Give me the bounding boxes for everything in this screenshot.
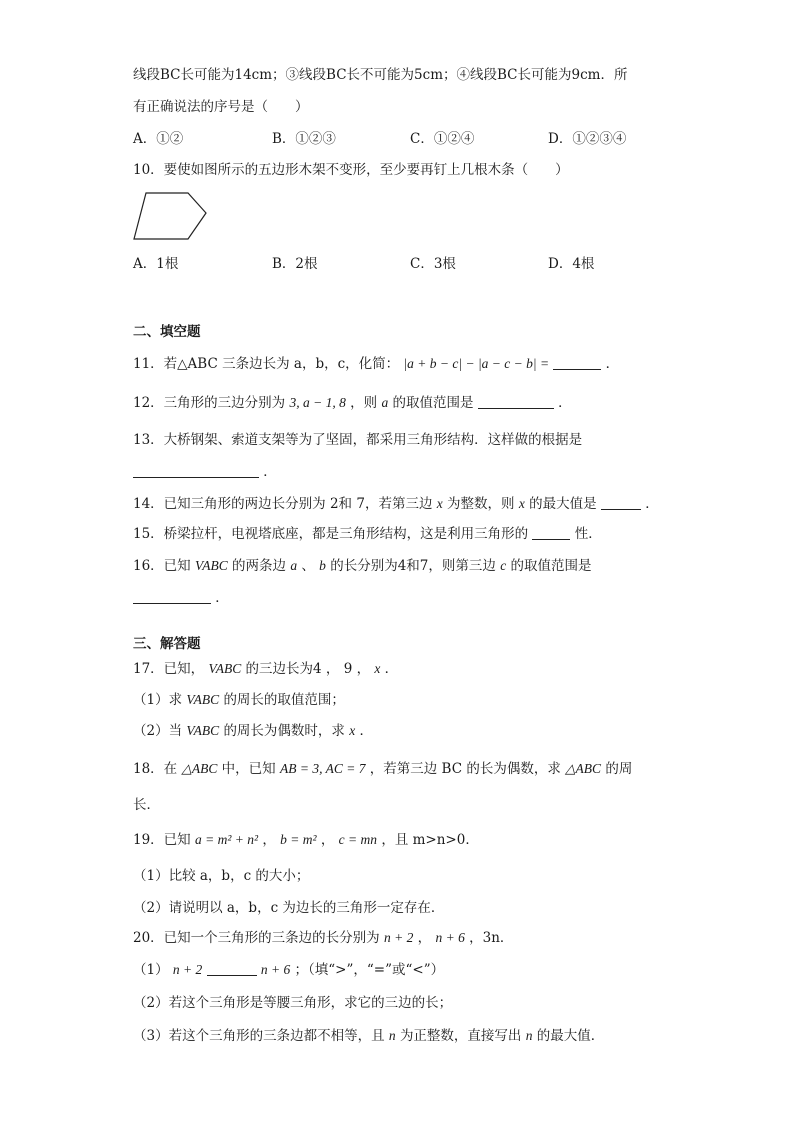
q15 <box>133 525 602 543</box>
q17-p1-prefix: （1）求 <box>133 692 183 708</box>
q17-stem-prefix: 17．已知， <box>133 661 205 677</box>
q20-p3-a: （3）若这个三角形的三条边都不相等，且 <box>133 1028 385 1044</box>
q18-triangle2: △ABC <box>565 761 602 776</box>
q10-stem: 10．要使如图所示的五边形木架不变形，至少要再钉上几根木条（ ） <box>133 162 569 178</box>
q20-e3: ，3n． <box>469 930 514 946</box>
q18-mid1: 中，已知 <box>221 761 276 777</box>
q18-line1 <box>133 760 632 778</box>
q13-end: ． <box>263 464 277 480</box>
q14-suffix: 的最大值是 <box>529 496 597 512</box>
q20-p3-n2: n <box>525 1028 533 1043</box>
pentagon-figure <box>130 190 210 244</box>
section-fill-in-heading: 二、填空题 <box>133 324 201 340</box>
section-answer-heading: 三、解答题 <box>133 636 201 652</box>
q12-suffix: 的取值范围是 <box>392 395 474 411</box>
q11-answer-blank[interactable] <box>553 355 601 370</box>
q11-suffix: ． <box>605 356 620 372</box>
q16-a: a <box>290 558 298 573</box>
q13-line1: 13．大桥钢架、索道支架等为了坚固，都采用三角形结构．这样做的根据是 <box>133 432 583 448</box>
q12-var: a <box>381 395 389 410</box>
q11 <box>133 355 619 373</box>
q15-suffix: 性． <box>574 526 602 542</box>
q19-sep1: ， <box>262 832 276 848</box>
q20-prefix: 20．已知一个三角形的三条边的长分别为 <box>133 930 380 946</box>
q16-prefix: 16．已知 <box>133 558 191 574</box>
q18-prefix: 18．在 <box>133 761 178 777</box>
q12-answer-blank[interactable] <box>478 394 554 409</box>
q16-triangle: VABC <box>194 558 228 573</box>
q17-p1-suffix: 的周长的取值范围； <box>223 692 345 708</box>
q16-b: b <box>319 558 326 573</box>
q12-mid: ，则 <box>350 395 378 411</box>
q20-e1: n + 2 <box>383 930 414 945</box>
q9-option-b[interactable]: B．①②③ <box>272 131 336 147</box>
q18-expression: AB = 3, AC = 7 <box>279 761 366 776</box>
q16-answer-blank[interactable] <box>133 589 211 604</box>
q18-mid2: ，若第三边 BC 的长为偶数，求 <box>369 761 561 777</box>
q13-line2 <box>133 463 277 481</box>
q14-mid: 为整数，则 <box>447 496 515 512</box>
q10-option-a[interactable]: A．1根 <box>133 256 179 272</box>
q12 <box>133 394 572 412</box>
q19-expr2: b = m² <box>280 832 317 847</box>
q20-p1-left: n + 2 <box>172 962 203 977</box>
q19-part1: （1）比较 a，b，c 的大小； <box>133 868 310 884</box>
q14-var1: x <box>436 496 443 511</box>
q20-part3 <box>133 1027 604 1045</box>
q17-stem-suffix: 的三边长为4 ， 9 ， <box>245 661 375 677</box>
q16-c: c <box>500 558 507 573</box>
q14-var2: x <box>518 496 525 511</box>
q17-p2-prefix: （2）当 <box>133 723 183 739</box>
q20-part1 <box>133 961 444 979</box>
q16 <box>133 557 592 575</box>
q19-prefix: 19．已知 <box>133 832 191 848</box>
q15-answer-blank[interactable] <box>532 525 570 540</box>
q11-expression: |a + b − c| − |a − c − b| = <box>403 356 550 371</box>
q19-part2: （2）请说明以 a，b，c 为边长的三角形一定存在． <box>133 900 445 916</box>
q20-stem <box>133 929 513 947</box>
q12-expression: 3, a − 1, 8 <box>289 395 346 410</box>
q17-p2-triangle: VABC <box>186 723 220 738</box>
q17-p2-x: x <box>349 723 356 738</box>
q18-suffix: 的周 <box>605 761 633 777</box>
q16-suffix: 的取值范围是 <box>510 558 592 574</box>
q19-sep2: ， <box>320 832 335 848</box>
q18-line2: 长． <box>133 797 160 813</box>
q20-p3-c: 的最大值． <box>536 1028 605 1044</box>
q14-answer-blank[interactable] <box>601 495 641 510</box>
q11-prefix: 11．若△ABC 三条边长为 a，b，c，化简： <box>133 356 400 372</box>
q20-part2: （2）若这个三角形是等腰三角形，求它的三边的长； <box>133 995 453 1011</box>
q20-p3-b: 为正整数，直接写出 <box>399 1028 522 1044</box>
q17-x: x <box>374 661 381 676</box>
q10-option-c[interactable]: C．3根 <box>410 256 456 272</box>
q16-end: ． <box>215 590 229 606</box>
q20-p1-label: （1） <box>133 962 169 978</box>
q20-p1-right: n + 6 <box>260 962 291 977</box>
q16-mid1: 的两条边 <box>232 558 287 574</box>
q16-mid2: 、 <box>301 558 315 574</box>
q17-p2-mid: 的周长为偶数时，求 <box>223 723 345 739</box>
q20-p1-hint: ；（填“>”，“=”或“<”） <box>294 962 445 978</box>
q17-p2-end: ． <box>359 723 374 739</box>
q9-line2: 有正确说法的序号是（ ） <box>133 99 309 115</box>
q16-mid3: 的长分别为4和7，则第三边 <box>330 558 496 574</box>
q14-prefix: 14．已知三角形的两边长分别为 2和 7，若第三边 <box>133 496 433 512</box>
q15-prefix: 15．桥梁拉杆，电视塔底座，都是三角形结构，这是利用三角形的 <box>133 526 529 542</box>
q9-option-c[interactable]: C．①②④ <box>410 131 475 147</box>
q17-part2 <box>133 722 373 740</box>
q18-triangle1: △ABC <box>181 761 218 776</box>
q13-answer-blank[interactable] <box>133 463 259 478</box>
q16-line2 <box>133 589 229 607</box>
q20-sep: ， <box>417 930 432 946</box>
q20-compare-blank[interactable] <box>207 961 257 976</box>
q19-expr3: c = mn <box>338 832 378 847</box>
q19-stem <box>133 831 479 849</box>
q12-prefix: 12．三角形的三边分别为 <box>133 395 286 411</box>
q17-triangle: VABC <box>208 661 242 676</box>
q12-end: ． <box>558 395 572 411</box>
q14 <box>133 495 659 513</box>
q17-stem <box>133 660 398 678</box>
q14-end: ． <box>645 496 659 512</box>
q20-e2: n + 6 <box>435 930 465 945</box>
q20-p3-n1: n <box>388 1028 396 1043</box>
q9-option-a[interactable]: A．①② <box>133 131 184 147</box>
q17-p1-triangle: VABC <box>186 692 220 707</box>
q19-suffix: ，且 m>n>0． <box>381 832 479 848</box>
q10-option-d[interactable]: D．4根 <box>548 256 595 272</box>
q17-part1 <box>133 691 345 709</box>
q19-expr1: a = m² + n² <box>194 832 259 847</box>
q9-option-d[interactable]: D．①②③④ <box>548 131 627 147</box>
q17-stem-end: ． <box>384 661 399 677</box>
q9-line1: 线段BC长可能为14cm；③线段BC长不可能为5cm；④线段BC长可能为9cm．所 <box>133 67 628 83</box>
q10-option-b[interactable]: B．2根 <box>272 256 318 272</box>
